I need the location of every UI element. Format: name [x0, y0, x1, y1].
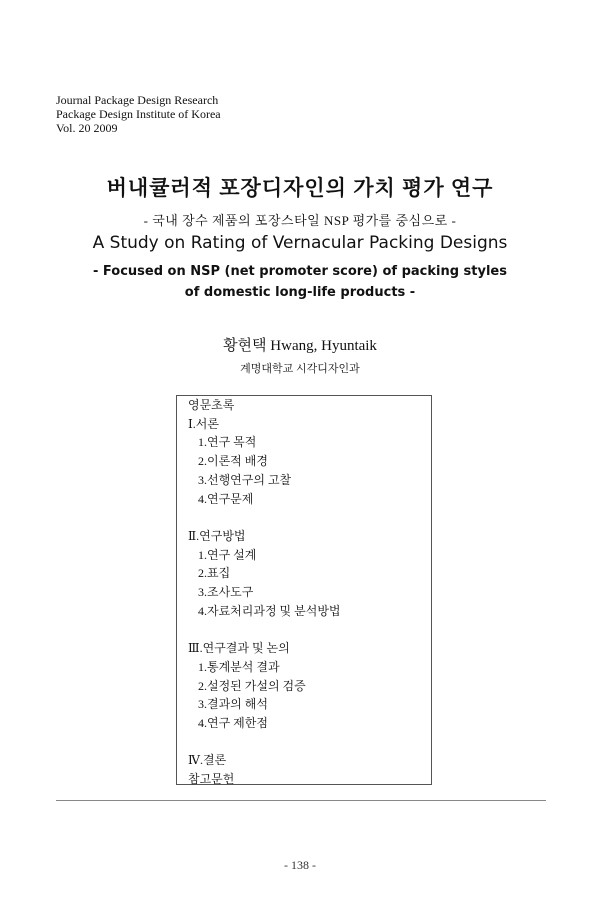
toc-entry: 3.선행연구의 고찰 — [198, 472, 292, 487]
journal-publisher: Package Design Institute of Korea — [56, 107, 221, 121]
toc-entry: 1.통계분석 결과 — [198, 659, 280, 674]
toc-entry: 3.결과의 해석 — [198, 697, 268, 712]
toc-entry: 1.연구 목적 — [198, 435, 257, 450]
journal-name: Journal Package Design Research — [56, 93, 219, 107]
toc-entry: 4.연구 제한점 — [198, 715, 268, 730]
toc-entry: 2.설정된 가설의 검증 — [198, 678, 306, 693]
paper-title-korean: 버내큘러적 포장디자인의 가치 평가 연구 — [106, 176, 494, 200]
toc-entry: Ⅱ.연구방법 — [188, 528, 246, 543]
toc-entry: 영문초록 — [188, 398, 235, 412]
toc-entry: Ⅲ.연구결과 및 논의 — [188, 641, 290, 656]
author-affiliation: 계명대학교 시각디자인과 — [240, 363, 360, 375]
journal-header — [56, 93, 221, 135]
toc-entry: 3.조사도구 — [198, 585, 254, 599]
author-name: 황현택 Hwang, Hyuntaik — [223, 338, 377, 354]
toc-entry: Ⅰ.서론 — [188, 416, 219, 431]
toc-entry: 참고문헌 — [188, 772, 235, 786]
page-divider — [56, 800, 546, 801]
page-number: - 138 - — [284, 858, 316, 872]
paper-title-english: A Study on Rating of Vernacular Packing Designs — [92, 233, 508, 253]
paper-subtitle-english — [0, 261, 600, 303]
english-subtitle-line-2: of domestic long-life products - — [184, 285, 416, 300]
english-subtitle-line-1: - Focused on NSP (net promoter score) of packing styles — [92, 264, 507, 279]
journal-volume: Vol. 20 2009 — [56, 121, 118, 135]
toc-entry: 4.연구문제 — [198, 491, 254, 506]
toc-entry: 4.자료처리과정 및 분석방법 — [198, 603, 341, 618]
toc-entry: Ⅳ.결론 — [188, 753, 227, 768]
paper-subtitle-korean: - 국내 장수 제품의 포장스타일 NSP 평가를 중심으로 - — [143, 213, 457, 228]
toc-entry: 2.이론적 배경 — [198, 454, 268, 469]
toc-entry: 1.연구 설계 — [198, 547, 257, 562]
toc-entry: 2.표집 — [198, 566, 231, 581]
